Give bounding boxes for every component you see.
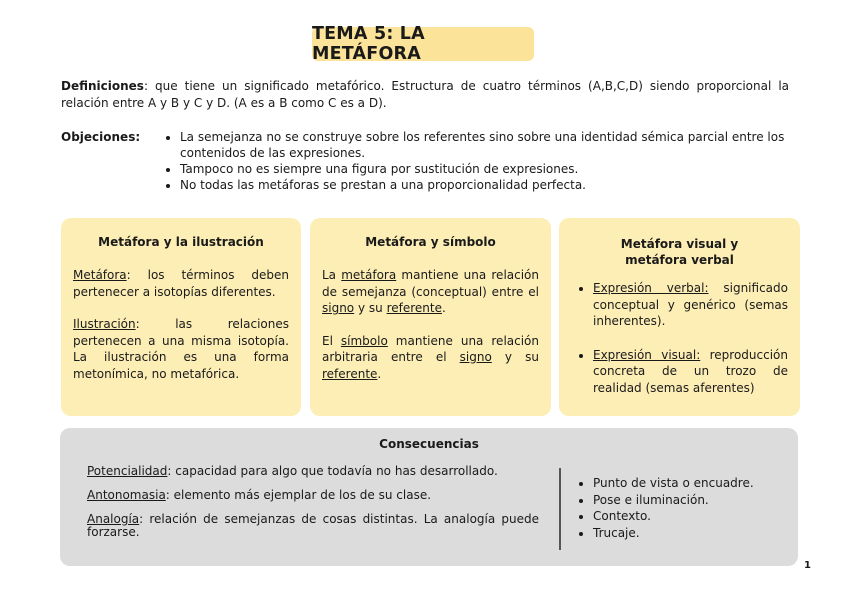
- term-analogia: Analogía: [87, 512, 140, 526]
- definiciones-text: : que tiene un significado metafórico. Estructura de cuatro términos (A,B,C,D) siendo proporcional la relación entre A y B y C y D. (A es a B como C es a D).: [61, 79, 789, 110]
- page-title: TEMA 5: LA METÁFORA: [312, 27, 534, 61]
- term-referente: referente: [386, 301, 442, 315]
- term-referente: referente: [322, 366, 378, 381]
- page-number: 1: [804, 560, 811, 571]
- term-simbolo: símbolo: [340, 333, 388, 348]
- definition-text: : capacidad para algo que todavía no has desarrollado.: [167, 464, 498, 478]
- box-consecuencias: [60, 428, 798, 566]
- definition-text: : los términos deben pertenecer a isotopías diferentes.: [73, 268, 289, 299]
- definiciones-paragraph: [61, 78, 789, 112]
- list-item: [593, 347, 788, 397]
- term-potencialidad: Potencialidad: [87, 464, 168, 478]
- text: mantiene una relación arbitraria entre el: [322, 333, 540, 364]
- term-antonomasia: Antonomasia: [87, 488, 166, 502]
- text: y su: [491, 350, 539, 364]
- box-list: [571, 280, 788, 396]
- term-metafora: Metáfora: [73, 268, 127, 282]
- box-metafora-visual-verbal: [559, 218, 800, 416]
- text: .: [441, 301, 446, 315]
- box-title: Metáfora y símbolo: [365, 235, 496, 249]
- term-ilustracion: Ilustración: [73, 317, 136, 331]
- box-title: Consecuencias: [379, 437, 479, 451]
- definition-text: reproducción concreta de un trozo de realidad (semas aferentes): [593, 347, 788, 395]
- list-item: • Punto de vista o encuadre.: [593, 475, 754, 492]
- term-signo: signo: [459, 350, 492, 364]
- consecuencias-list: [579, 475, 754, 541]
- definition-text: : relación de semejanzas de cosas distintas. La analogía puede forzarse.: [87, 512, 539, 539]
- text: .: [377, 366, 382, 381]
- box-title: [571, 236, 788, 268]
- term-expresion-visual: Expresión visual:: [593, 347, 701, 362]
- objecion-item: • No todas las metáforas se prestan a una proporcionalidad perfecta.: [180, 177, 804, 193]
- text: mantiene una relación de semejanza (conceptual) entre el: [322, 268, 540, 299]
- term-metafora: metáfora: [341, 268, 397, 282]
- list-item: • Contexto.: [593, 508, 754, 525]
- definition-text: significado conceptual y genérico (semas inherentes).: [593, 281, 788, 328]
- list-item: [593, 280, 788, 330]
- text: y su: [354, 301, 387, 315]
- list-item: • Pose e iluminación.: [593, 492, 754, 509]
- consecuencia-item: [87, 465, 539, 478]
- definiciones-label: Definiciones: [61, 79, 144, 93]
- text: La: [322, 268, 342, 282]
- objeciones-list: [166, 129, 804, 193]
- box-paragraph: [322, 333, 539, 383]
- title-line: metáfora verbal: [625, 253, 734, 267]
- list-item: • Trucaje.: [593, 525, 754, 542]
- box-title: Metáfora y la ilustración: [98, 235, 264, 249]
- objeciones-label: Objeciones:: [61, 130, 141, 144]
- consecuencia-item: [87, 513, 539, 539]
- text: El: [322, 333, 341, 348]
- consecuencia-item: [87, 489, 539, 502]
- consecuencias-definitions: [87, 465, 539, 550]
- term-signo: signo: [322, 301, 355, 315]
- definition-text: : elemento más ejemplar de los de su clase.: [165, 488, 432, 502]
- title-line: Metáfora visual y: [620, 237, 739, 251]
- box-metafora-simbolo: [310, 218, 551, 416]
- term-expresion-verbal: Expresión verbal:: [593, 281, 709, 295]
- vertical-divider: [559, 468, 561, 550]
- box-paragraph: [73, 267, 289, 300]
- box-paragraph: [322, 267, 539, 317]
- box-paragraph: [73, 316, 289, 382]
- definition-text: : las relaciones pertenecen a una misma isotopía. La ilustración es una forma metonímica, no metafórica.: [73, 317, 289, 381]
- objecion-item: • Tampoco no es siempre una figura por sustitución de expresiones.: [180, 161, 804, 177]
- box-metafora-ilustracion: [61, 218, 301, 416]
- objecion-item: • La semejanza no se construye sobre los referentes sino sobre una identidad sémica parcial entre los contenidos de las expresiones.: [180, 129, 804, 161]
